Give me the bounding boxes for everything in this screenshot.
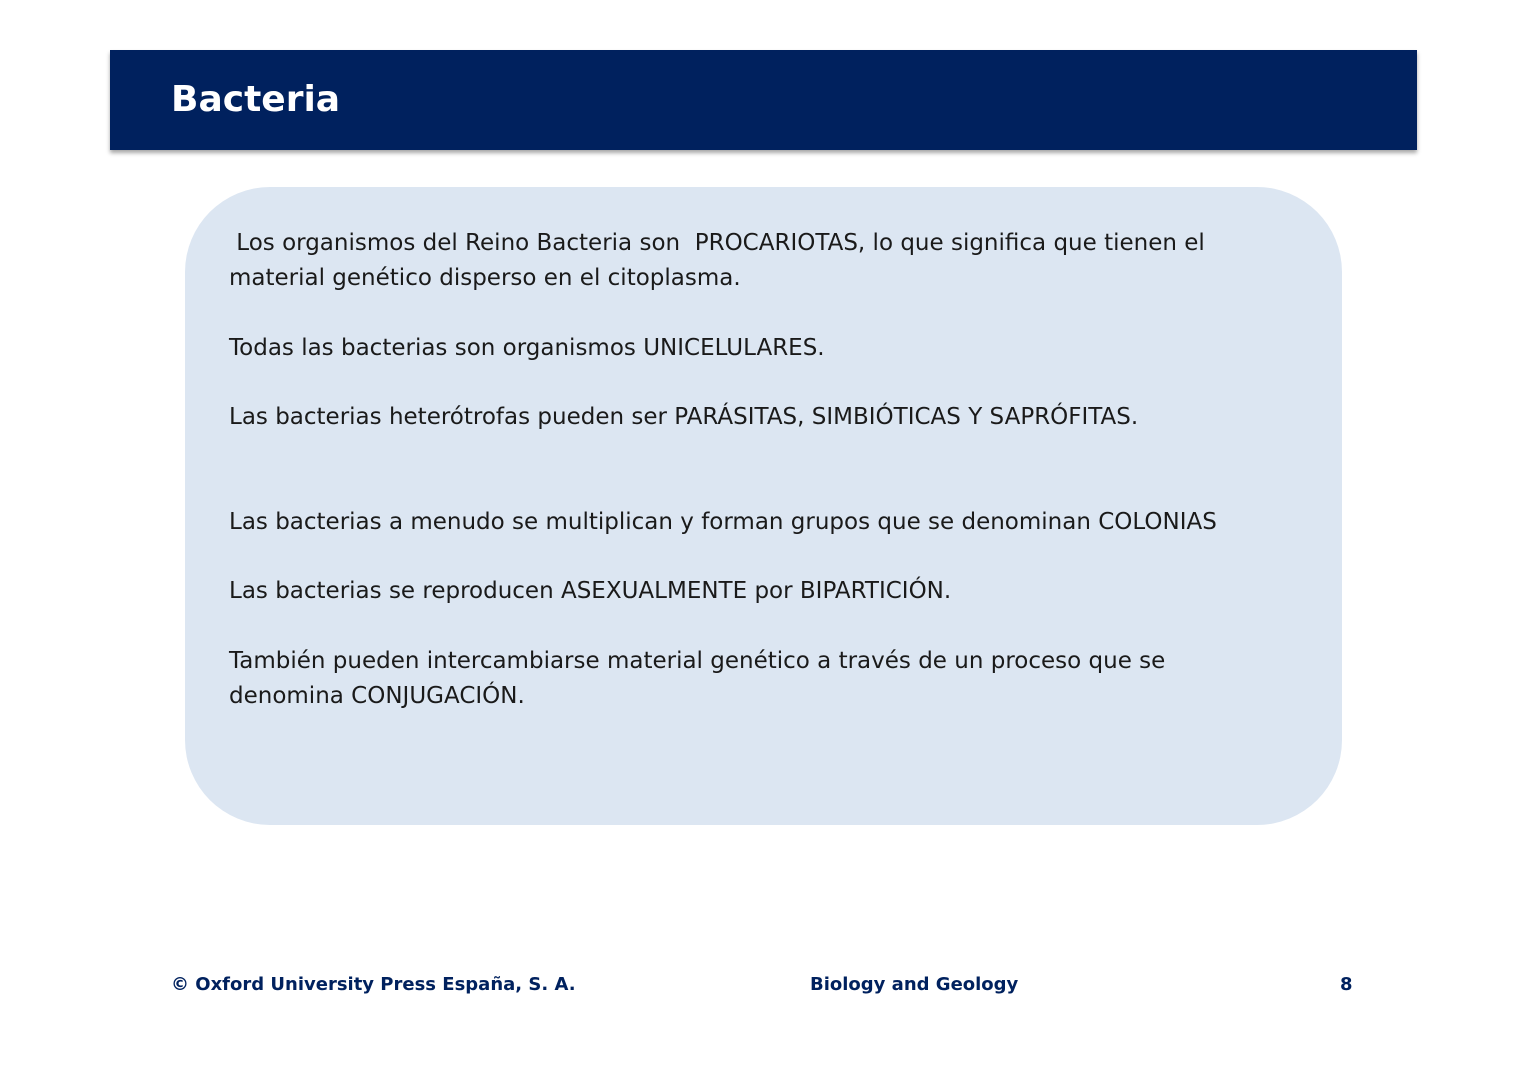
paragraph-line: material genético disperso en el citoplasma. — [229, 264, 741, 291]
paragraph-unicelulares — [229, 331, 825, 366]
footer-copyright: © Oxford University Press España, S. A. — [171, 974, 576, 995]
paragraph-line: También pueden intercambiarse material genético a través de un proceso que se — [229, 648, 1166, 674]
paragraph-line: Los organismos del Reino Bacteria son PROCARIOTAS, lo que significa que tienen el — [229, 230, 1205, 256]
paragraph-line: denomina CONJUGACIÓN. — [229, 682, 525, 709]
footer-subject: Biology and Geology — [810, 974, 1019, 995]
page-number: 8 — [1340, 974, 1353, 995]
paragraph-heterotrofas — [229, 400, 1138, 435]
paragraph-procariotas — [229, 226, 1205, 295]
paragraph-biparticion — [229, 574, 951, 609]
paragraph-conjugacion — [229, 644, 1165, 713]
paragraph-line: Las bacterias se reproducen ASEXUALMENTE por BIPARTICIÓN. — [229, 578, 952, 604]
paragraph-line: Todas las bacterias son organismos UNICELULARES. — [229, 335, 825, 361]
paragraph-line: Las bacterias heterótrofas pueden ser PARÁSITAS, SIMBIÓTICAS Y SAPRÓFITAS. — [229, 404, 1139, 430]
slide-title: Bacteria — [171, 79, 341, 120]
title-bar — [110, 50, 1417, 150]
content-box — [185, 187, 1342, 825]
paragraph-line: Las bacterias a menudo se multiplican y forman grupos que se denominan COLONIAS — [229, 509, 1217, 535]
paragraph-colonias — [229, 505, 1217, 540]
